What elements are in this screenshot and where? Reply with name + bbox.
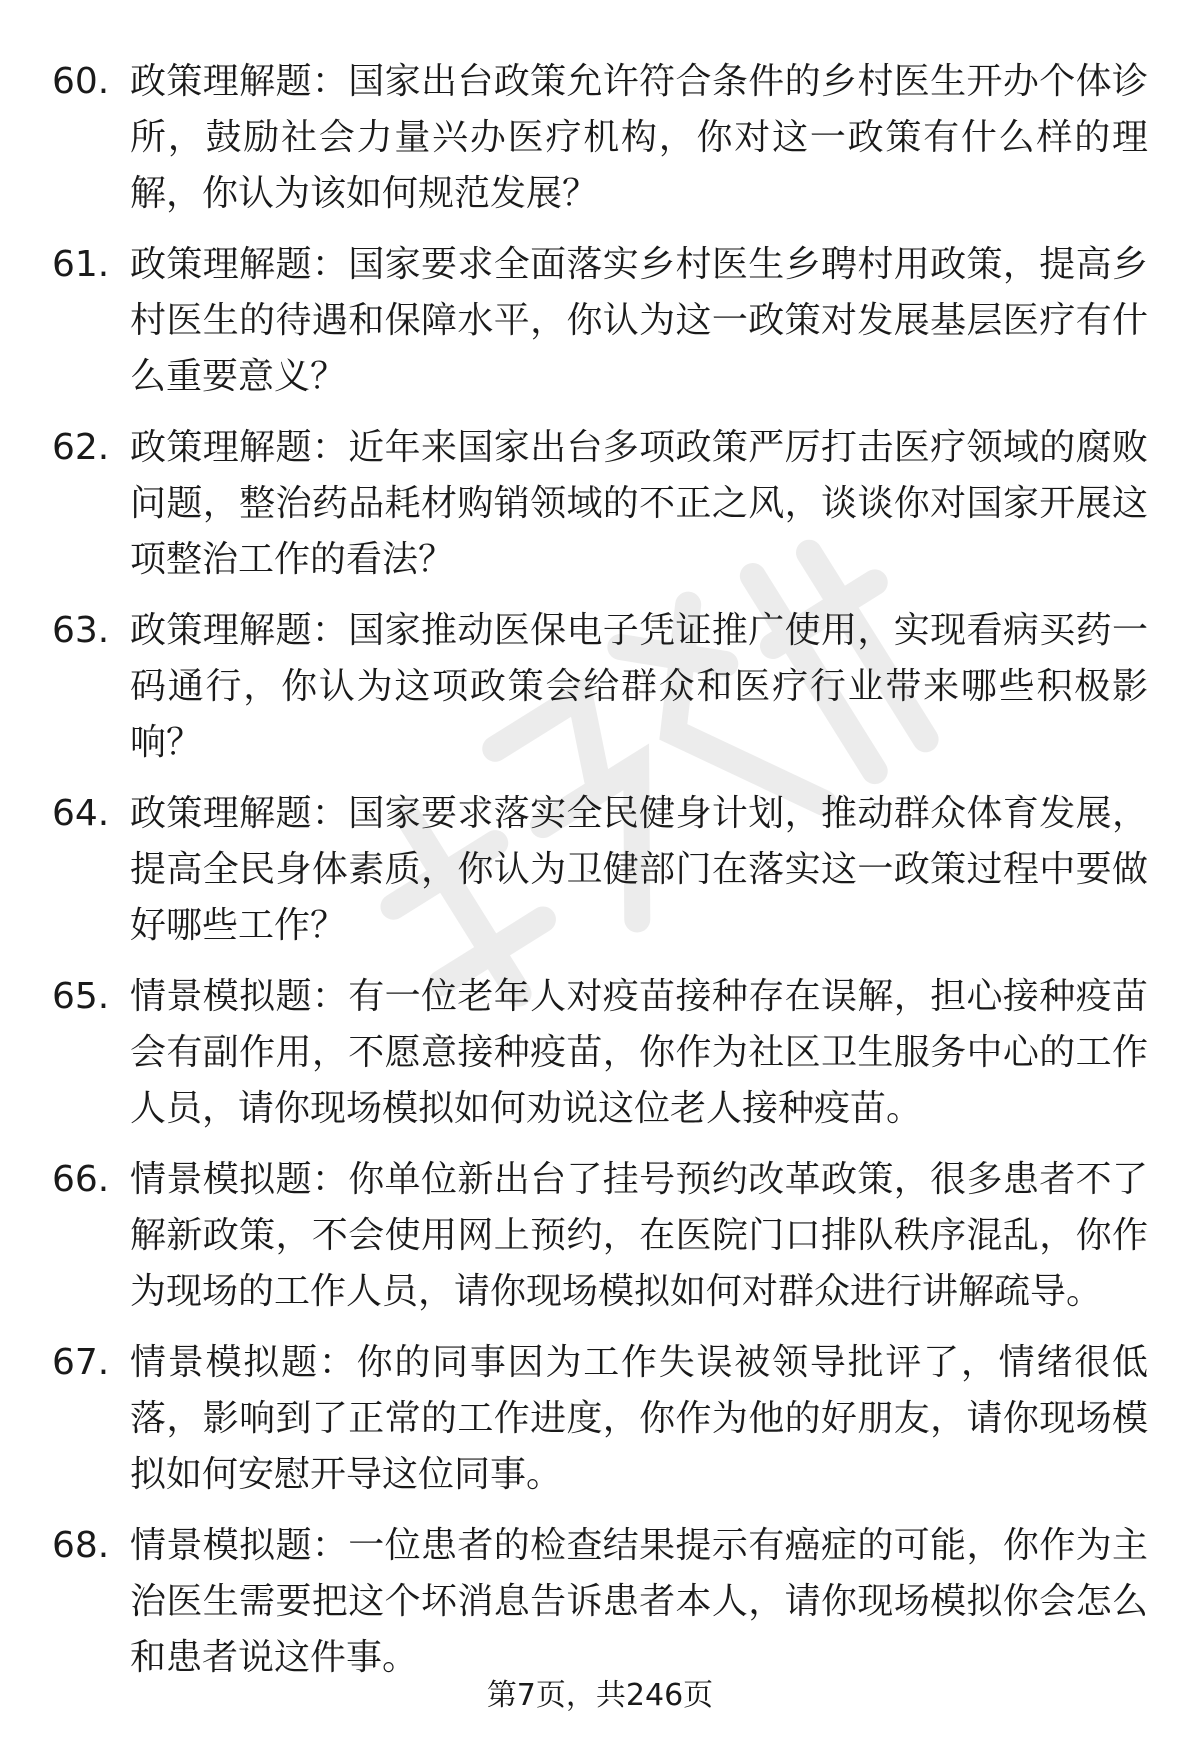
question-text: 政策理解题：国家推动医保电子凭证推广使用，实现看病买药一码通行，你认为这项政策会给群众和医疗行业带来哪些积极影响？ bbox=[130, 610, 1148, 763]
question-item bbox=[52, 969, 1148, 1137]
question-item bbox=[52, 786, 1148, 954]
question-text: 情景模拟题：你单位新出台了挂号预约改革政策，很多患者不了解新政策，不会使用网上预约，在医院门口排队秩序混乱，你作为现场的工作人员，请你现场模拟如何对群众进行讲解疏导。 bbox=[130, 1159, 1148, 1312]
question-number: 62. bbox=[52, 427, 110, 468]
question-item bbox=[52, 1518, 1148, 1686]
question-number: 67. bbox=[52, 1342, 110, 1383]
question-number: 68. bbox=[52, 1525, 110, 1566]
question-number: 63. bbox=[52, 610, 110, 651]
question-text: 政策理解题：近年来国家出台多项政策严厉打击医疗领域的腐败问题，整治药品耗材购销领域的不正之风，谈谈你对国家开展这项整治工作的看法？ bbox=[130, 427, 1148, 580]
question-text: 政策理解题：国家要求全面落实乡村医生乡聘村用政策，提高乡村医生的待遇和保障水平，你认为这一政策对发展基层医疗有什么重要意义？ bbox=[130, 244, 1148, 397]
question-text: 情景模拟题：有一位老年人对疫苗接种存在误解，担心接种疫苗会有副作用，不愿意接种疫苗，你作为社区卫生服务中心的工作人员，请你现场模拟如何劝说这位老人接种疫苗。 bbox=[130, 976, 1148, 1129]
question-number: 64. bbox=[52, 793, 110, 834]
page-number-footer: 第7页，共246页 bbox=[486, 1678, 714, 1713]
question-list bbox=[52, 54, 1148, 1701]
question-item bbox=[52, 1335, 1148, 1503]
question-text: 政策理解题：国家要求落实全民健身计划，推动群众体育发展，提高全民身体素质，你认为卫健部门在落实这一政策过程中要做好哪些工作？ bbox=[130, 793, 1148, 946]
question-number: 60. bbox=[52, 61, 110, 102]
question-number: 61. bbox=[52, 244, 110, 285]
question-item bbox=[52, 54, 1148, 222]
question-number: 66. bbox=[52, 1159, 110, 1200]
question-item bbox=[52, 603, 1148, 771]
question-item bbox=[52, 237, 1148, 405]
question-item bbox=[52, 420, 1148, 588]
question-text: 情景模拟题：一位患者的检查结果提示有癌症的可能，你作为主治医生需要把这个坏消息告诉患者本人，请你现场模拟你会怎么和患者说这件事。 bbox=[130, 1525, 1148, 1678]
question-number: 65. bbox=[52, 976, 110, 1017]
question-item bbox=[52, 1152, 1148, 1320]
question-text: 情景模拟题：你的同事因为工作失误被领导批评了，情绪很低落，影响到了正常的工作进度，你作为他的好朋友，请你现场模拟如何安慰开导这位同事。 bbox=[130, 1342, 1148, 1495]
question-text: 政策理解题：国家出台政策允许符合条件的乡村医生开办个体诊所，鼓励社会力量兴办医疗机构，你对这一政策有什么样的理解，你认为该如何规范发展？ bbox=[130, 61, 1148, 214]
